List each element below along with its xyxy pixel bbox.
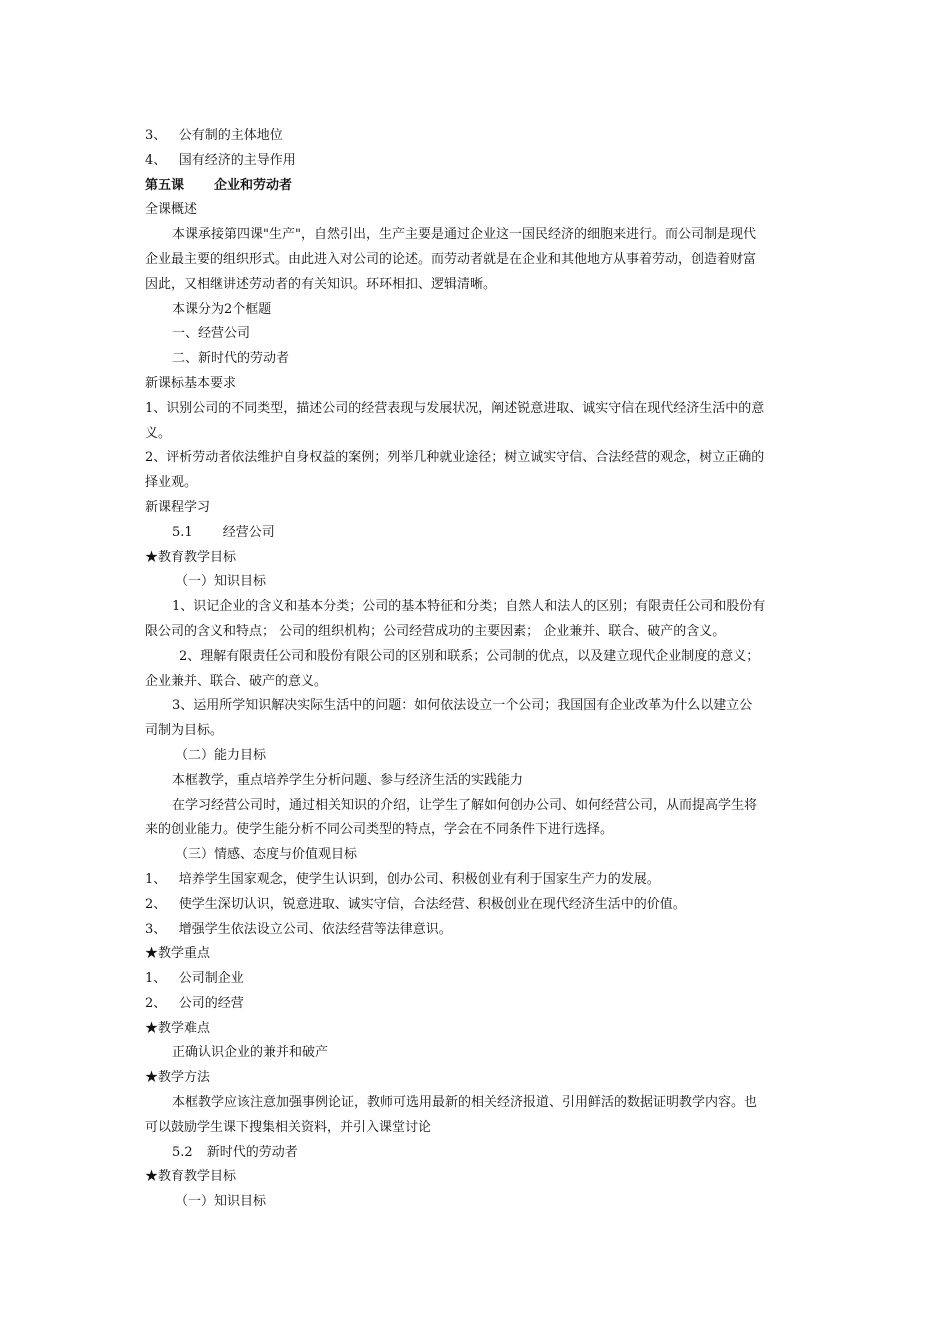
paragraph-line: 3、运用所学知识解决实际生活中的问题：如何依法设立一个公司；我国国有企业改革为什么以建立公 bbox=[172, 698, 753, 714]
section-heading: ★教学重点 bbox=[145, 946, 211, 962]
lesson-title: 第五课 企业和劳动者 bbox=[145, 177, 293, 193]
paragraph-line: 2、评析劳动者依法维护自身权益的案例；列举几种就业途径；树立诚实守信、合法经营的观念，树立正确的 bbox=[145, 450, 765, 466]
list-item: 3、 公有制的主体地位 bbox=[145, 128, 283, 143]
paragraph-line: 本课分为2个框题 bbox=[172, 301, 272, 317]
paragraph-line: 企业最主要的组织形式。由此进入对公司的论述。而劳动者就是在企业和其他地方从事着劳动，创造着财富 bbox=[145, 251, 757, 267]
section-heading: 新课程学习 bbox=[145, 499, 211, 515]
list-item: 一、经营公司 bbox=[172, 326, 251, 342]
list-item: 4、 国有经济的主导作用 bbox=[145, 152, 296, 168]
list-item: 1、 培养学生国家观念，使学生认识到，创办公司、积极创业有利于国家生产力的发展。 bbox=[145, 871, 660, 887]
subsection-heading: （三）情感、态度与价值观目标 bbox=[175, 847, 358, 863]
section-heading: ★教育教学目标 bbox=[145, 1169, 237, 1185]
paragraph-line: 企业兼并、联合、破产的意义。 bbox=[145, 673, 328, 689]
paragraph-line: 本课承接第四课"生产"，自然引出，生产主要是通过企业这一国民经济的细胞来进行。而公司制是现代 bbox=[172, 227, 756, 243]
paragraph-line: 1、识记企业的含义和基本分类；公司的基本特征和分类；自然人和法人的区别；有限责任公司和股份有 bbox=[172, 599, 766, 615]
paragraph-line: 义。 bbox=[145, 425, 172, 441]
document-page bbox=[145, 124, 815, 1215]
paragraph-line: 本框教学，重点培养学生分析问题、参与经济生活的实践能力 bbox=[172, 772, 524, 788]
subsection-heading: （一）知识目标 bbox=[175, 574, 267, 590]
paragraph-line: 可以鼓励学生课下搜集相关资料，并引入课堂讨论 bbox=[145, 1119, 432, 1135]
paragraph-line: 因此，又相继讲述劳动者的有关知识。环环相扣、逻辑清晰。 bbox=[145, 276, 497, 292]
subsection-heading: 5.2 新时代的劳动者 bbox=[172, 1144, 298, 1160]
list-item: 1、 公司制企业 bbox=[145, 971, 244, 987]
list-item: 2、 使学生深切认识，锐意进取、诚实守信，合法经营、积极创业在现代经济生活中的价值。 bbox=[145, 896, 686, 912]
paragraph-line: 司制为目标。 bbox=[145, 723, 224, 739]
paragraph-line: 择业观。 bbox=[145, 475, 198, 491]
paragraph-line: 在学习经营公司时，通过相关知识的介绍，让学生了解如何创办公司、如何经营公司，从而提高学生将 bbox=[172, 797, 758, 813]
subsection-heading: （二）能力目标 bbox=[175, 747, 267, 763]
paragraph-line: 来的创业能力。使学生能分析不同公司类型的特点，学会在不同条件下进行选择。 bbox=[145, 822, 614, 838]
subsection-heading: （一）知识目标 bbox=[175, 1194, 267, 1210]
subsection-heading: 5.1 经营公司 bbox=[172, 524, 275, 540]
section-heading: 新课标基本要求 bbox=[145, 375, 237, 391]
paragraph-line: 1、识别公司的不同类型，描述公司的经营表现与发展状况，阐述锐意进取、诚实守信在现代经济生活中的意 bbox=[145, 400, 765, 416]
paragraph-line: 本框教学应该注意加强事例论证，教师可选用最新的相关经济报道、引用鲜活的数据证明教学内容。也 bbox=[172, 1095, 758, 1111]
paragraph-line: 正确认识企业的兼并和破产 bbox=[172, 1045, 329, 1061]
section-heading: ★教育教学目标 bbox=[145, 549, 237, 565]
list-item: 3、 增强学生依法设立公司、依法经营等法律意识。 bbox=[145, 921, 452, 937]
section-heading: ★教学方法 bbox=[145, 1070, 211, 1086]
section-heading: ★教学难点 bbox=[145, 1020, 211, 1036]
paragraph-line: 限公司的含义和特点； 公司的组织机构；公司经营成功的主要因素； 企业兼并、联合、破产的含义。 bbox=[145, 623, 726, 639]
section-heading: 全课概述 bbox=[145, 202, 198, 218]
list-item: 2、 公司的经营 bbox=[145, 995, 244, 1011]
list-item: 二、新时代的劳动者 bbox=[172, 351, 290, 367]
paragraph-line: 2、理解有限责任公司和股份有限公司的区别和联系；公司制的优点，以及建立现代企业制度的意义； bbox=[179, 648, 760, 664]
